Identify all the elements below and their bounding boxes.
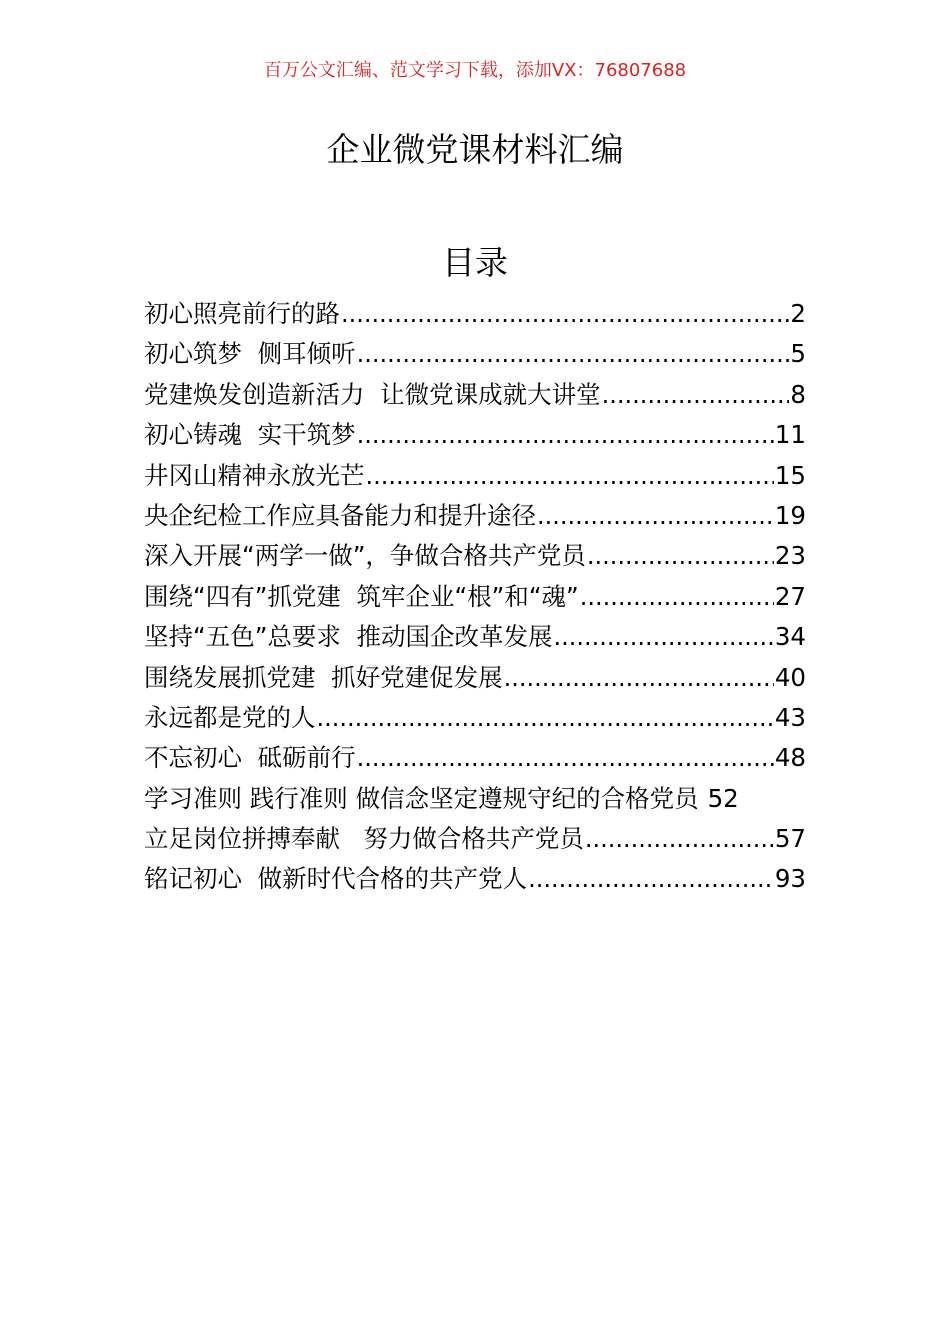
toc-entry-page: 23 <box>774 541 806 571</box>
toc-dot-leader <box>585 819 774 859</box>
toc-entry-page: 2 <box>790 299 806 328</box>
table-of-contents <box>144 294 806 900</box>
toc-dot-leader <box>587 536 774 576</box>
toc-entry[interactable] <box>144 375 806 415</box>
toc-dot-leader <box>357 415 774 455</box>
toc-dot-leader <box>366 456 774 496</box>
toc-entry-title: 央企纪检工作应具备能力和提升途径 <box>144 500 536 530</box>
toc-entry-page: 15 <box>774 460 806 490</box>
toc-entry-page: 27 <box>774 581 806 611</box>
toc-entry[interactable] <box>144 658 806 698</box>
toc-entry-title: 坚持“五色”总要求 推动国企改革发展 <box>144 622 553 652</box>
toc-entry[interactable] <box>144 779 838 819</box>
toc-heading: 目录 <box>442 243 508 282</box>
toc-entry-title: 永远都是党的人 <box>144 702 316 732</box>
toc-entry-page: 43 <box>774 702 806 732</box>
toc-entry[interactable] <box>144 456 806 496</box>
toc-entry[interactable] <box>144 819 806 859</box>
document-title: 企业微党课材料汇编 <box>326 130 624 169</box>
toc-dot-leader <box>341 294 789 334</box>
toc-dot-leader <box>357 334 790 374</box>
toc-entry[interactable] <box>144 415 806 455</box>
toc-entry-title: 初心照亮前行的路 <box>144 299 340 328</box>
toc-entry[interactable] <box>144 738 806 778</box>
toc-entry-title: 围绕“四有”抓党建 筑牢企业“根”和“魂” <box>144 581 579 611</box>
toc-dot-leader <box>553 617 773 657</box>
toc-dot-leader <box>580 577 774 617</box>
toc-entry-page: 48 <box>774 743 806 773</box>
toc-entry-page: 19 <box>774 500 806 530</box>
toc-entry-title: 党建焕发创造新活力 让微党课成就大讲堂 <box>144 379 601 409</box>
toc-dot-leader <box>528 859 774 899</box>
toc-entry-title: 初心筑梦 侧耳倾听 <box>144 339 356 369</box>
toc-entry-page: 11 <box>774 420 806 450</box>
toc-entry[interactable] <box>144 577 806 617</box>
toc-entry-title: 深入开展“两学一做”，争做合格共产党员 <box>144 541 586 571</box>
toc-entry[interactable] <box>144 536 806 576</box>
toc-entry-title: 立足岗位拼搏奉献 努力做合格共产党员 <box>144 824 584 854</box>
toc-entry-page: 93 <box>774 864 806 894</box>
toc-entry[interactable] <box>144 617 806 657</box>
toc-entry-page: 40 <box>774 662 806 692</box>
toc-entry-title: 铭记初心 做新时代合格的共产党人 <box>144 864 528 894</box>
toc-entry-title: 不忘初心 砥砺前行 <box>144 743 356 773</box>
toc-entry-page: 52 <box>707 783 739 813</box>
toc-dot-leader <box>317 698 774 738</box>
toc-dot-leader <box>504 658 774 698</box>
toc-entry-title: 围绕发展抓党建 抓好党建促发展 <box>144 662 503 692</box>
toc-dot-leader <box>602 375 790 415</box>
toc-entry-page: 8 <box>790 379 806 409</box>
toc-dot-leader <box>537 496 774 536</box>
toc-entry-title: 初心铸魂 实干筑梦 <box>144 420 356 450</box>
promo-banner: 百万公文汇编、范文学习下载，添加VX：76807688 <box>263 60 687 81</box>
toc-entry-page: 57 <box>774 824 806 854</box>
toc-entry[interactable] <box>144 698 806 738</box>
toc-entry-title: 学习准则 践行准则 做信念坚定遵规守纪的合格党员 <box>144 783 699 813</box>
toc-entry-page: 5 <box>790 339 806 369</box>
toc-entry[interactable] <box>144 496 806 536</box>
toc-entry[interactable] <box>144 334 806 374</box>
toc-entry-title: 井冈山精神永放光芒 <box>144 460 365 490</box>
toc-dot-leader <box>357 738 774 778</box>
toc-entry[interactable] <box>144 859 806 899</box>
toc-entry-page: 34 <box>774 622 806 652</box>
toc-entry[interactable] <box>144 294 806 334</box>
